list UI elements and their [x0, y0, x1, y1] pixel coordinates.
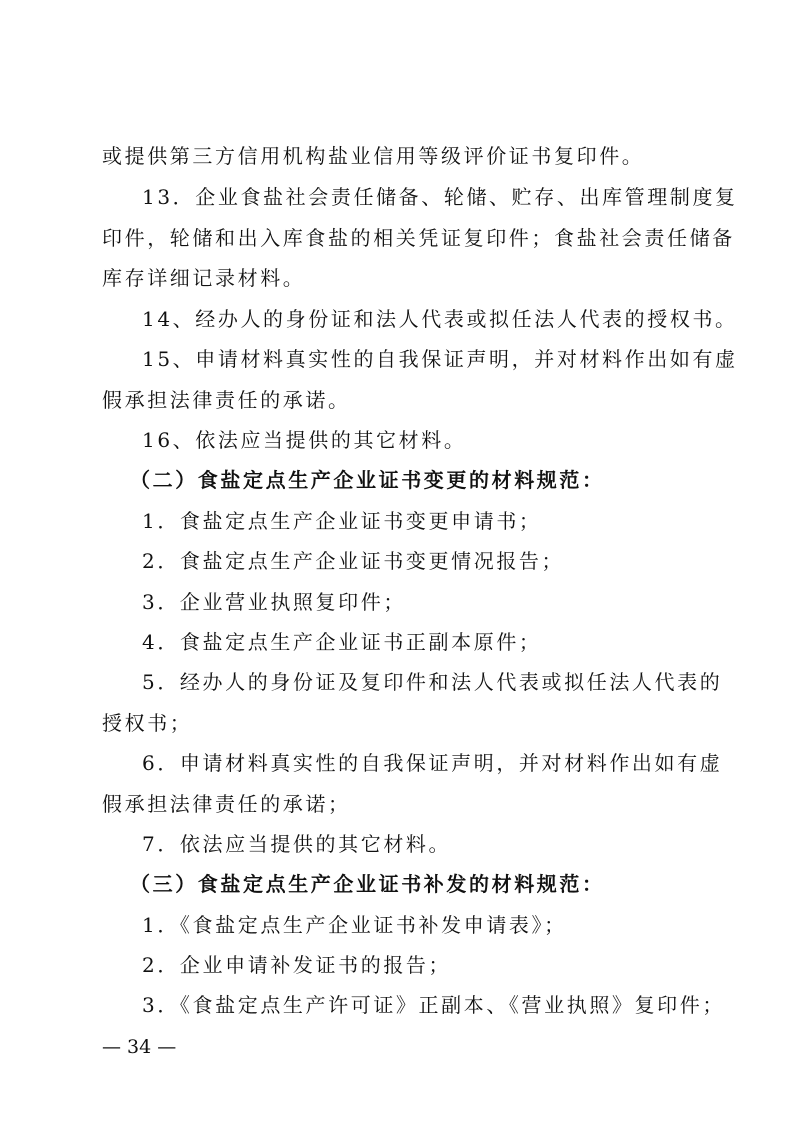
paragraph-line: 3．企业营业执照复印件；: [142, 590, 406, 614]
section-heading: （二）食盐定点生产企业证书变更的材料规范：: [130, 468, 605, 492]
paragraph-line: 14、经办人的身份证和法人代表或拟任法人代表的授权书。: [142, 307, 738, 331]
paragraph-line: 15、申请材料真实性的自我保证声明，并对材料作出如有虚: [142, 347, 738, 371]
paragraph-line: 16、依法应当提供的其它材料。: [142, 428, 467, 452]
paragraph-line: 假承担法律责任的承诺；: [102, 792, 351, 816]
paragraph-line: 4．食盐定点生产企业证书正副本原件；: [142, 630, 542, 654]
paragraph-line: 6．申请材料真实性的自我保证声明，并对材料作出如有虚: [142, 751, 723, 775]
paragraph-line: 3．《食盐定点生产许可证》正副本、《营业执照》复印件；: [142, 993, 725, 1017]
section-heading: （三）食盐定点生产企业证书补发的材料规范：: [130, 872, 605, 896]
paragraph-line: 5．经办人的身份证及复印件和法人代表或拟任法人代表的: [142, 670, 723, 694]
paragraph-line: 授权书；: [102, 711, 193, 735]
paragraph-line: 2．食盐定点生产企业证书变更情况报告；: [142, 549, 565, 573]
paragraph-line: 库存详细记录材料。: [102, 266, 306, 290]
paragraph-line: 1．食盐定点生产企业证书变更申请书；: [142, 509, 542, 533]
paragraph-line: 13．企业食盐社会责任储备、轮储、贮存、出库管理制度复: [142, 185, 738, 209]
paragraph-line: 或提供第三方信用机构盐业信用等级评价证书复印件。: [102, 144, 645, 168]
paragraph-line: 1．《食盐定点生产企业证书补发申请表》；: [142, 913, 567, 937]
paragraph-line: 2．企业申请补发证书的报告；: [142, 953, 452, 977]
paragraph-line: 假承担法律责任的承诺。: [102, 388, 351, 412]
page-number: — 34 —: [102, 1036, 177, 1058]
paragraph-line: 印件，轮储和出入库食盐的相关凭证复印件；食盐社会责任储备: [102, 226, 735, 250]
paragraph-line: 7．依法应当提供的其它材料。: [142, 832, 452, 856]
